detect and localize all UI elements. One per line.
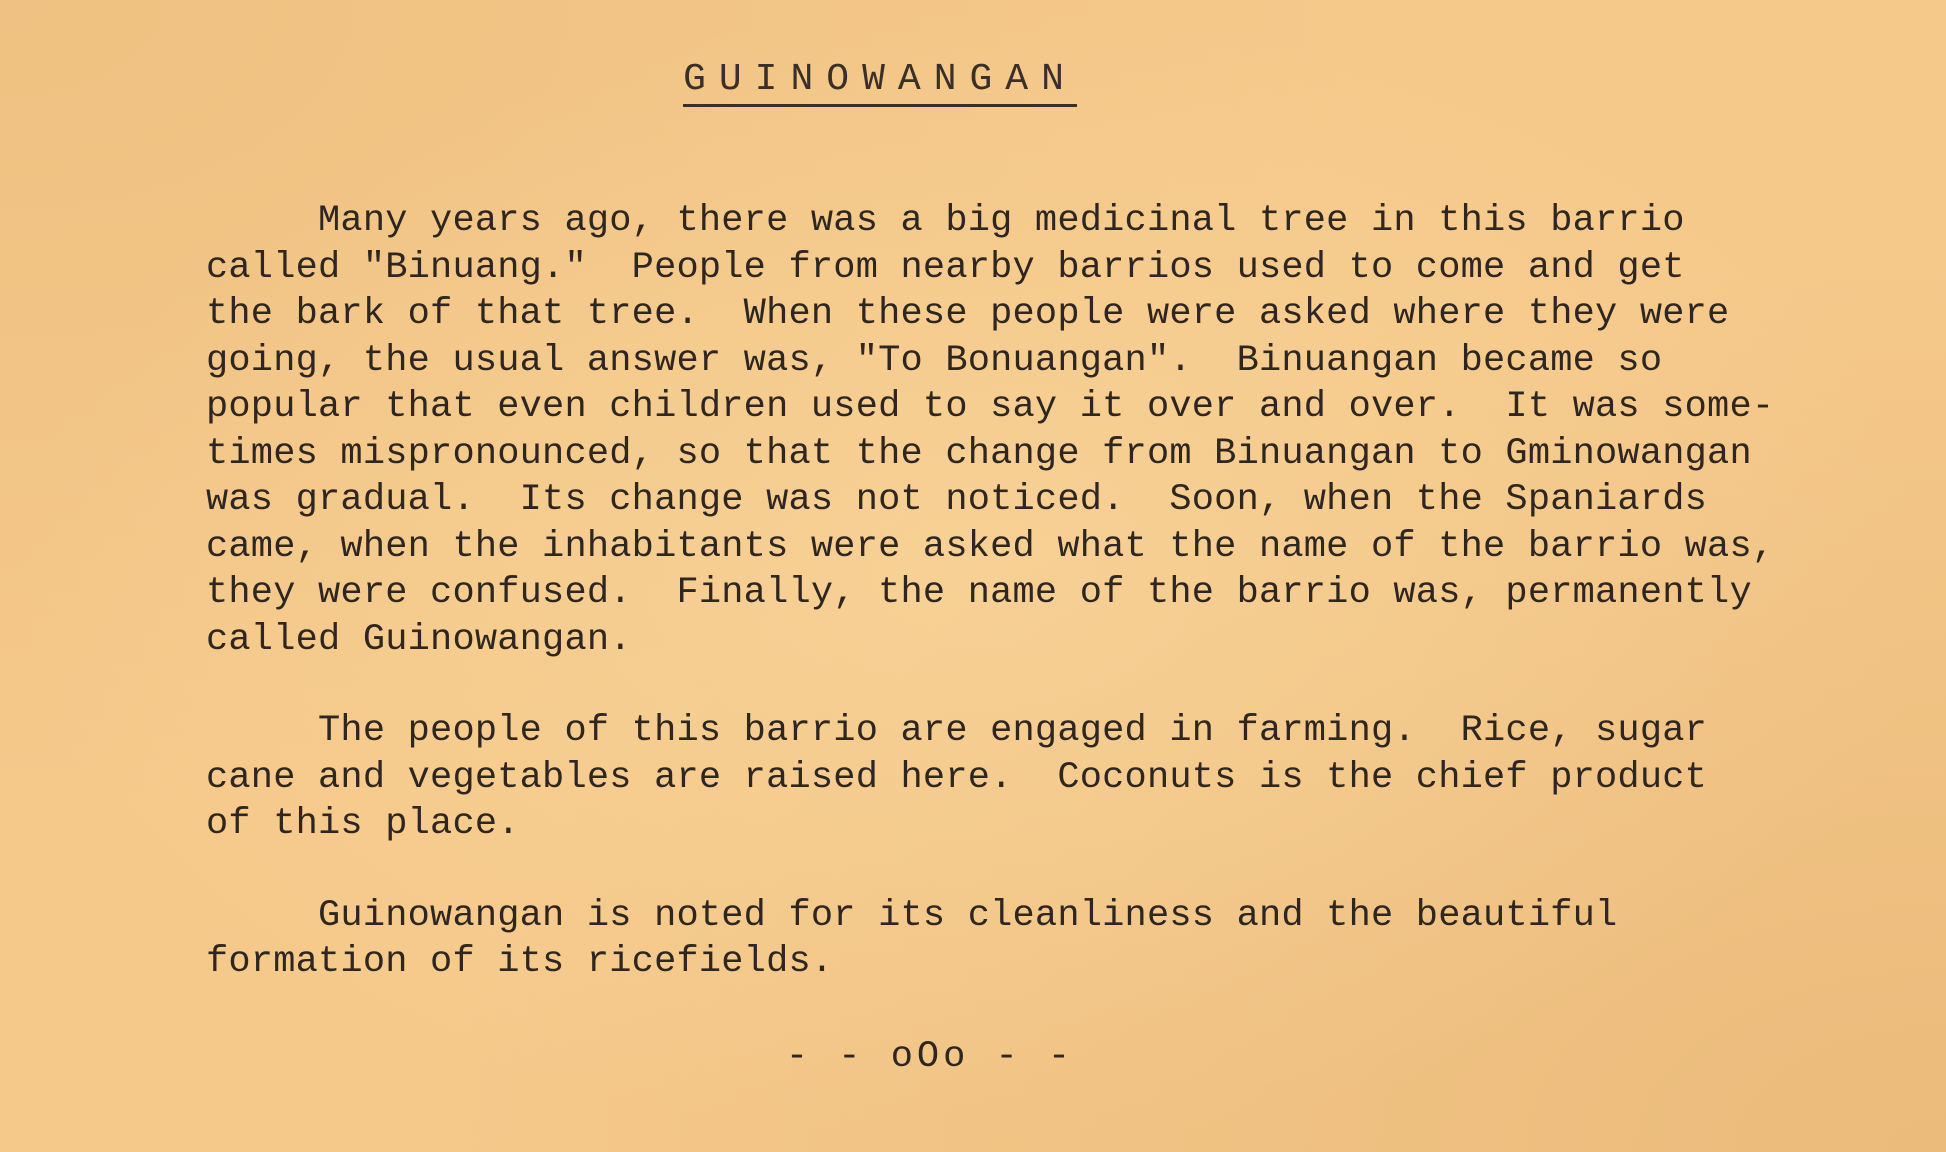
text-line: popular that even children used to say it over and over. It was some- — [206, 386, 1775, 428]
ending-mark: - - oOo - - — [785, 1036, 1075, 1078]
paragraph-2 — [206, 708, 1826, 848]
text-line: going, the usual answer was, "To Bonuangan". Binuangan became so — [206, 339, 1663, 382]
text-line: was gradual. Its change was not noticed. Soon, when the Spaniards — [206, 479, 1708, 521]
document-title: GUINOWANGAN — [683, 58, 1077, 107]
paragraph-spacer — [206, 663, 1826, 708]
text-line: The people of this barrio are engaged in farming. Rice, sugar — [206, 710, 1708, 752]
document-body — [206, 198, 1826, 986]
text-line: they were confused. Finally, the name of the barrio was, permanently — [206, 572, 1752, 614]
text-line: formation of its ricefields. — [206, 941, 834, 983]
paragraph-1 — [206, 198, 1826, 663]
text-line: came, when the inhabitants were asked what the name of the barrio was, — [206, 525, 1775, 568]
text-line: the bark of that tree. When these people were asked where they were — [206, 293, 1730, 335]
paragraph-3 — [206, 893, 1826, 986]
text-line: Many years ago, there was a big medicinal tree in this barrio — [206, 200, 1685, 242]
text-line: cane and vegetables are raised here. Coconuts is the chief product — [206, 756, 1708, 799]
text-line: called Guinowangan. — [206, 618, 632, 661]
document-title-container — [0, 58, 1760, 107]
text-line: of this place. — [206, 803, 520, 845]
text-line: called "Binuang." People from nearby barrios used to come and get — [206, 246, 1685, 289]
text-line: times mispronounced, so that the change from Binuangan to Gminowangan — [206, 432, 1752, 475]
paragraph-spacer — [206, 848, 1826, 893]
text-line: Guinowangan is noted for its cleanliness and the beautiful — [206, 894, 1618, 937]
